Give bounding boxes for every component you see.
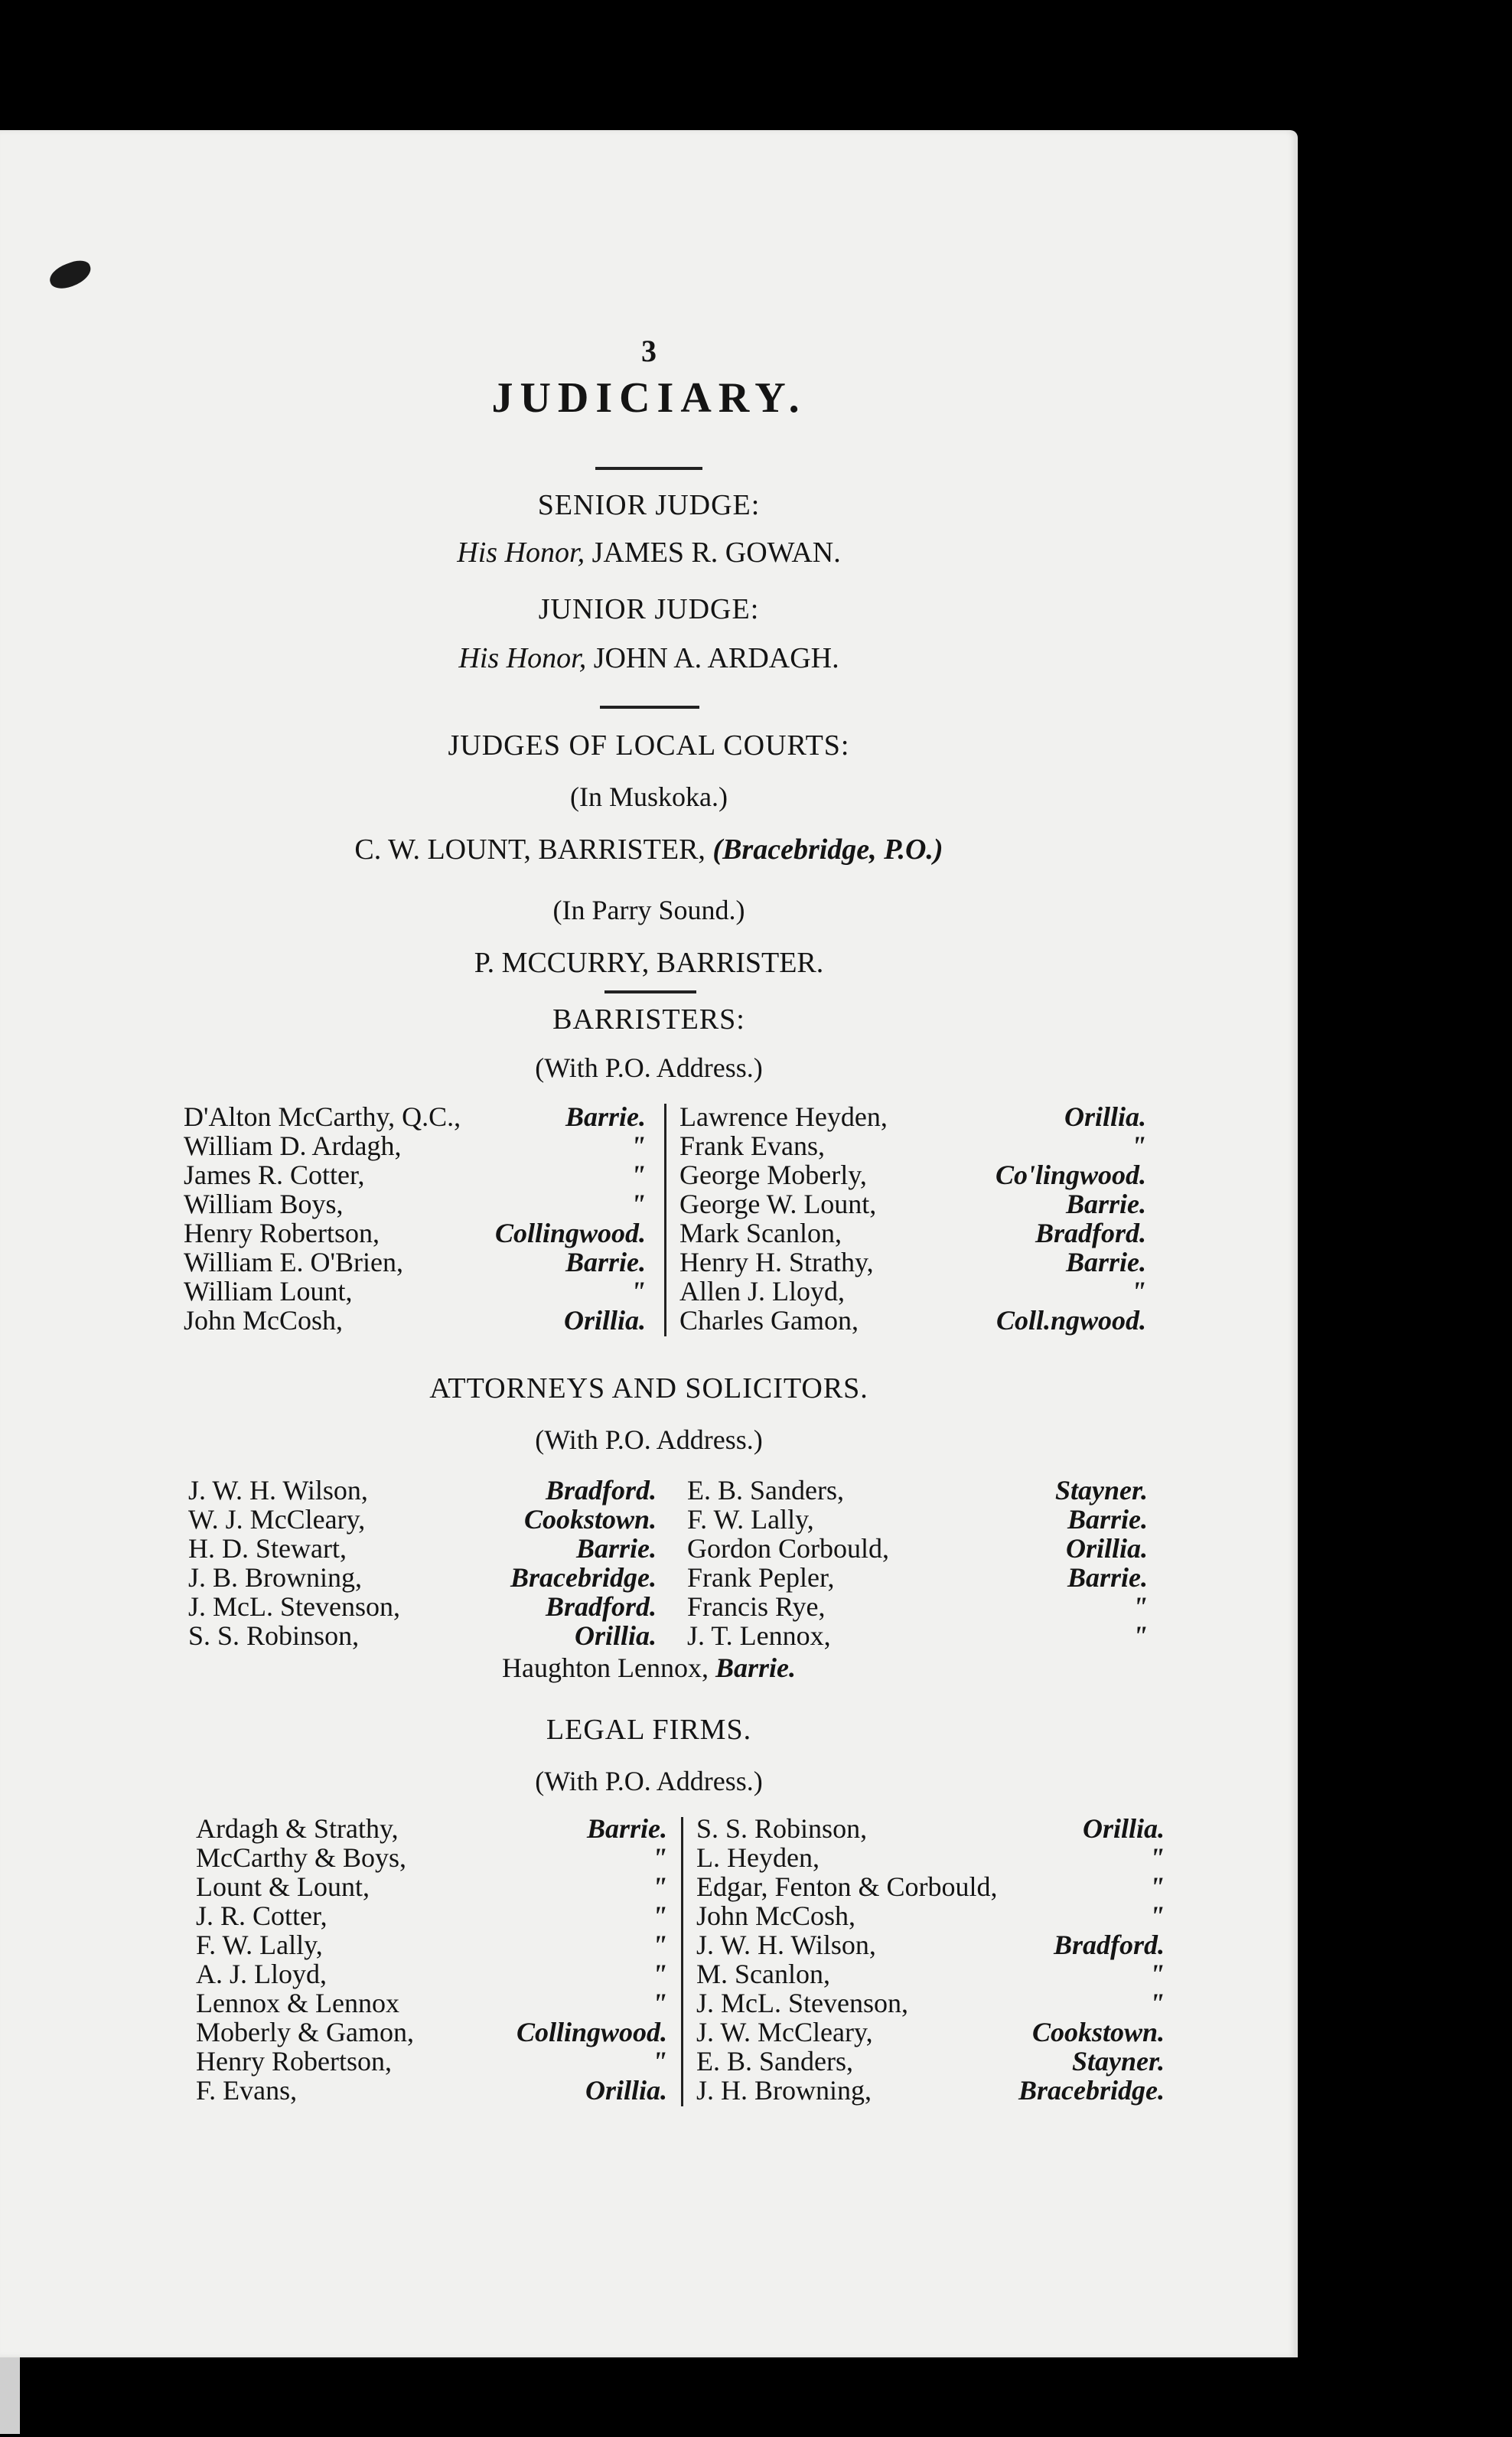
page-number: 3 <box>641 334 657 368</box>
firm-row-name: McCarthy & Boys, <box>196 1842 406 1873</box>
firm-row-name: Ardagh & Strathy, <box>196 1813 399 1844</box>
barrister-row <box>184 1218 646 1248</box>
firm-row-name: L. Heyden, <box>696 1842 820 1873</box>
barrister-row-place: " <box>631 1160 646 1190</box>
firm-row-name: John McCosh, <box>696 1900 856 1931</box>
barrister-row <box>184 1131 646 1160</box>
firm-row-place: " <box>1149 1842 1165 1873</box>
barrister-row-place: Orillia. <box>563 1305 646 1336</box>
firm-row-name: Edgar, Fenton & Corbould, <box>696 1871 998 1902</box>
ink-smudge <box>47 256 95 292</box>
barrister-row-name: Lawrence Heyden, <box>679 1101 888 1132</box>
firm-row <box>196 1901 667 1930</box>
attorneys-extra-line <box>502 1652 796 1684</box>
attorney-row-place: " <box>1132 1591 1148 1622</box>
firm-row-place: Bracebridge. <box>1018 2075 1165 2106</box>
barrister-row <box>679 1131 1146 1160</box>
firm-row-name: J. R. Cotter, <box>196 1900 327 1931</box>
junior-judge-line <box>458 641 839 675</box>
barrister-row-name: Mark Scanlon, <box>679 1218 842 1248</box>
firm-row-place: " <box>652 1871 667 1902</box>
barrister-row-name: D'Alton McCarthy, Q.C., <box>184 1101 461 1132</box>
barrister-row <box>679 1160 1146 1189</box>
firm-row <box>196 2018 667 2047</box>
firm-row-place: " <box>652 1930 667 1960</box>
firm-row <box>196 1814 667 1843</box>
senior-judge-heading: SENIOR JUDGE: <box>537 489 761 521</box>
attorney-row-name: W. J. McCleary, <box>188 1504 366 1535</box>
attorney-row-name: J. B. Browning, <box>188 1562 363 1593</box>
barrister-row <box>679 1306 1146 1335</box>
firm-row-name: M. Scanlon, <box>696 1959 830 1989</box>
barrister-row-name: James R. Cotter, <box>184 1160 365 1190</box>
attorney-row-name: J. W. H. Wilson, <box>188 1475 368 1506</box>
firm-row <box>696 2076 1165 2105</box>
barrister-row <box>679 1102 1146 1131</box>
title-rule <box>595 467 702 470</box>
attorney-row-name: F. W. Lally, <box>687 1504 814 1535</box>
firm-row-name: J. McL. Stevenson, <box>696 1988 908 2018</box>
barrister-row-place: " <box>631 1189 646 1219</box>
barrister-row-place: Orillia. <box>1064 1101 1146 1132</box>
firm-row-name: Lennox & Lennox <box>196 1988 399 2018</box>
barrister-row-name: Charles Gamon, <box>679 1305 859 1336</box>
barrister-row-place: Coll.ngwood. <box>996 1305 1146 1336</box>
barrister-row-name: William Boys, <box>184 1189 344 1219</box>
firm-row-name: E. B. Sanders, <box>696 2046 853 2077</box>
attorney-row-place: Bradford. <box>545 1591 657 1622</box>
muskoka-label: (In Muskoka.) <box>570 781 728 812</box>
barristers-heading: BARRISTERS: <box>552 1003 745 1036</box>
firm-row <box>196 1959 667 1988</box>
firms-heading: LEGAL FIRMS. <box>546 1714 752 1746</box>
firm-row-place: Stayner. <box>1071 2046 1165 2077</box>
firms-left-list <box>196 1814 667 2105</box>
barrister-row-name: Frank Evans, <box>679 1130 825 1161</box>
firm-row <box>196 1872 667 1901</box>
attorney-row-name: Gordon Corbould, <box>687 1533 889 1564</box>
firm-row <box>696 1843 1165 1872</box>
firm-row <box>696 1959 1165 1988</box>
firm-row <box>696 2047 1165 2076</box>
attorney-row-name: Frank Pepler, <box>687 1562 835 1593</box>
barrister-row <box>184 1160 646 1189</box>
firm-row-name: Henry Robertson, <box>196 2046 392 2077</box>
firm-row <box>196 2076 667 2105</box>
firm-row-place: " <box>1149 1988 1165 2018</box>
firm-row-name: Lount & Lount, <box>196 1871 370 1902</box>
firm-row-place: " <box>1149 1959 1165 1989</box>
barrister-row-place: " <box>1131 1276 1146 1307</box>
firm-row-place: " <box>652 2046 667 2077</box>
barrister-row <box>184 1102 646 1131</box>
parry-sound-judge: P. MCCURRY, BARRISTER. <box>474 947 824 979</box>
barrister-row-place: Barrie. <box>565 1247 646 1277</box>
muskoka-judge: C. W. LOUNT, BARRISTER, <box>354 834 705 866</box>
firm-row <box>696 1930 1165 1959</box>
firm-row <box>696 1988 1165 2018</box>
firm-row-place: " <box>1149 1871 1165 1902</box>
firm-row-place: Collingwood. <box>516 2017 667 2047</box>
barrister-row-place: Barrie. <box>565 1101 646 1132</box>
firm-row <box>696 1814 1165 1843</box>
attorney-row <box>188 1592 657 1621</box>
attorney-row-place: Orillia. <box>1065 1533 1148 1564</box>
firm-row <box>696 1872 1165 1901</box>
firm-row <box>196 2047 667 2076</box>
firm-row-place: Cookstown. <box>1031 2017 1165 2047</box>
barrister-row <box>679 1277 1146 1306</box>
firm-row-place: " <box>652 1842 667 1873</box>
attorney-row-place: Barrie. <box>1067 1562 1148 1593</box>
attorney-row-name: J. McL. Stevenson, <box>188 1591 400 1622</box>
attorneys-right-list <box>687 1476 1148 1650</box>
attorney-row <box>188 1505 657 1534</box>
firms-sub: (With P.O. Address.) <box>535 1766 763 1796</box>
attorney-row-place: Bracebridge. <box>510 1562 657 1593</box>
barrister-row <box>679 1189 1146 1218</box>
attorney-row-place: Cookstown. <box>523 1504 657 1535</box>
firm-row-place: " <box>1149 1900 1165 1931</box>
attorney-row-name: Francis Rye, <box>687 1591 826 1622</box>
barrister-row-place: " <box>1131 1130 1146 1161</box>
attorneys-heading: ATTORNEYS AND SOLICITORS. <box>429 1372 868 1404</box>
attorneys-left-list <box>188 1476 657 1650</box>
attorney-row-place: Orillia. <box>574 1620 657 1651</box>
page-title: JUDICIARY. <box>491 374 807 422</box>
barrister-row-place: Barrie. <box>1065 1189 1146 1219</box>
attorneys-extra-place: Barrie. <box>715 1652 796 1683</box>
firm-row-name: S. S. Robinson, <box>696 1813 868 1844</box>
barristers-sub: (With P.O. Address.) <box>535 1052 763 1083</box>
attorney-row-place: Barrie. <box>575 1533 657 1564</box>
barrister-row-name: John McCosh, <box>184 1305 344 1336</box>
barrister-row-name: Henry H. Strathy, <box>679 1247 874 1277</box>
attorney-row <box>188 1476 657 1505</box>
firm-row-name: Moberly & Gamon, <box>196 2017 414 2047</box>
firm-row-name: J. W. McCleary, <box>696 2017 873 2047</box>
attorney-row-place: Stayner. <box>1054 1475 1148 1506</box>
barrister-row-place: " <box>631 1276 646 1307</box>
attorney-row-name: S. S. Robinson, <box>188 1620 360 1651</box>
firm-row <box>696 1901 1165 1930</box>
senior-judge-line <box>457 536 840 569</box>
barristers-left-list <box>184 1102 646 1335</box>
firms-right-list <box>696 1814 1165 2105</box>
barrister-row <box>184 1306 646 1335</box>
barrister-row-place: Bradford. <box>1035 1218 1146 1248</box>
attorney-row-name: E. B. Sanders, <box>687 1475 844 1506</box>
attorney-row <box>687 1563 1148 1592</box>
local-courts-rule <box>604 990 696 993</box>
firm-row-place: " <box>652 1900 667 1931</box>
muskoka-judge-line <box>354 833 943 866</box>
barrister-row-name: George W. Lount, <box>679 1189 877 1219</box>
barristers-right-list <box>679 1102 1146 1335</box>
barrister-row <box>184 1277 646 1306</box>
local-courts-heading: JUDGES OF LOCAL COURTS: <box>448 729 850 762</box>
barrister-row-place: Barrie. <box>1065 1247 1146 1277</box>
junior-judge-honor: His Honor, <box>458 642 587 674</box>
barrister-row <box>184 1189 646 1218</box>
firm-row <box>196 1988 667 2018</box>
judges-rule <box>600 706 699 709</box>
barrister-row <box>679 1248 1146 1277</box>
attorneys-sub: (With P.O. Address.) <box>535 1424 763 1455</box>
firm-row-place: Orillia. <box>585 2075 667 2106</box>
attorney-row-place: Bradford. <box>545 1475 657 1506</box>
attorney-row <box>188 1621 657 1650</box>
firm-row-name: F. Evans, <box>196 2075 298 2106</box>
firm-row <box>696 2018 1165 2047</box>
barrister-row-name: Henry Robertson, <box>184 1218 380 1248</box>
attorney-row <box>188 1534 657 1563</box>
senior-judge-honor: His Honor, <box>457 537 585 569</box>
attorney-row <box>687 1505 1148 1534</box>
firm-row-place: " <box>652 1988 667 2018</box>
attorney-row <box>687 1476 1148 1505</box>
attorney-row <box>687 1534 1148 1563</box>
firm-row-name: F. W. Lally, <box>196 1930 323 1960</box>
firm-row-place: Orillia. <box>1082 1813 1165 1844</box>
barrister-row-place: " <box>631 1130 646 1161</box>
firms-divider <box>681 1817 683 2106</box>
attorney-row-name: J. T. Lennox, <box>687 1620 831 1651</box>
attorney-row-place: " <box>1132 1620 1148 1651</box>
barrister-row-name: William E. O'Brien, <box>184 1247 403 1277</box>
firm-row-place: Bradford. <box>1053 1930 1165 1960</box>
barristers-divider <box>664 1104 666 1336</box>
attorney-row-place: Barrie. <box>1067 1504 1148 1535</box>
attorney-row-name: H. D. Stewart, <box>188 1533 347 1564</box>
barrister-row <box>184 1248 646 1277</box>
barrister-row-name: William Lount, <box>184 1276 353 1307</box>
firm-row <box>196 1843 667 1872</box>
firm-row <box>196 1930 667 1959</box>
barrister-row-name: Allen J. Lloyd, <box>679 1276 845 1307</box>
barrister-row <box>679 1218 1146 1248</box>
firm-row-name: J. H. Browning, <box>696 2075 872 2106</box>
junior-judge-name: JOHN A. ARDAGH. <box>593 642 839 674</box>
parry-sound-label: (In Parry Sound.) <box>552 895 745 925</box>
firm-row-name: J. W. H. Wilson, <box>696 1930 876 1960</box>
firm-row-place: " <box>652 1959 667 1989</box>
attorneys-extra-name: Haughton Lennox, <box>502 1652 709 1683</box>
junior-judge-heading: JUNIOR JUDGE: <box>538 593 760 625</box>
attorney-row <box>687 1621 1148 1650</box>
attorney-row <box>188 1563 657 1592</box>
barrister-row-name: William D. Ardagh, <box>184 1130 402 1161</box>
barrister-row-place: Co'lingwood. <box>995 1160 1146 1190</box>
firm-row-place: Barrie. <box>586 1813 667 1844</box>
barrister-row-name: George Moberly, <box>679 1160 867 1190</box>
document-page <box>0 130 1298 2357</box>
muskoka-location: (Bracebridge, P.O.) <box>712 834 943 866</box>
attorney-row <box>687 1592 1148 1621</box>
firm-row-name: A. J. Lloyd, <box>196 1959 327 1989</box>
barrister-row-place: Collingwood. <box>494 1218 646 1248</box>
senior-judge-name: JAMES R. GOWAN. <box>591 537 841 569</box>
